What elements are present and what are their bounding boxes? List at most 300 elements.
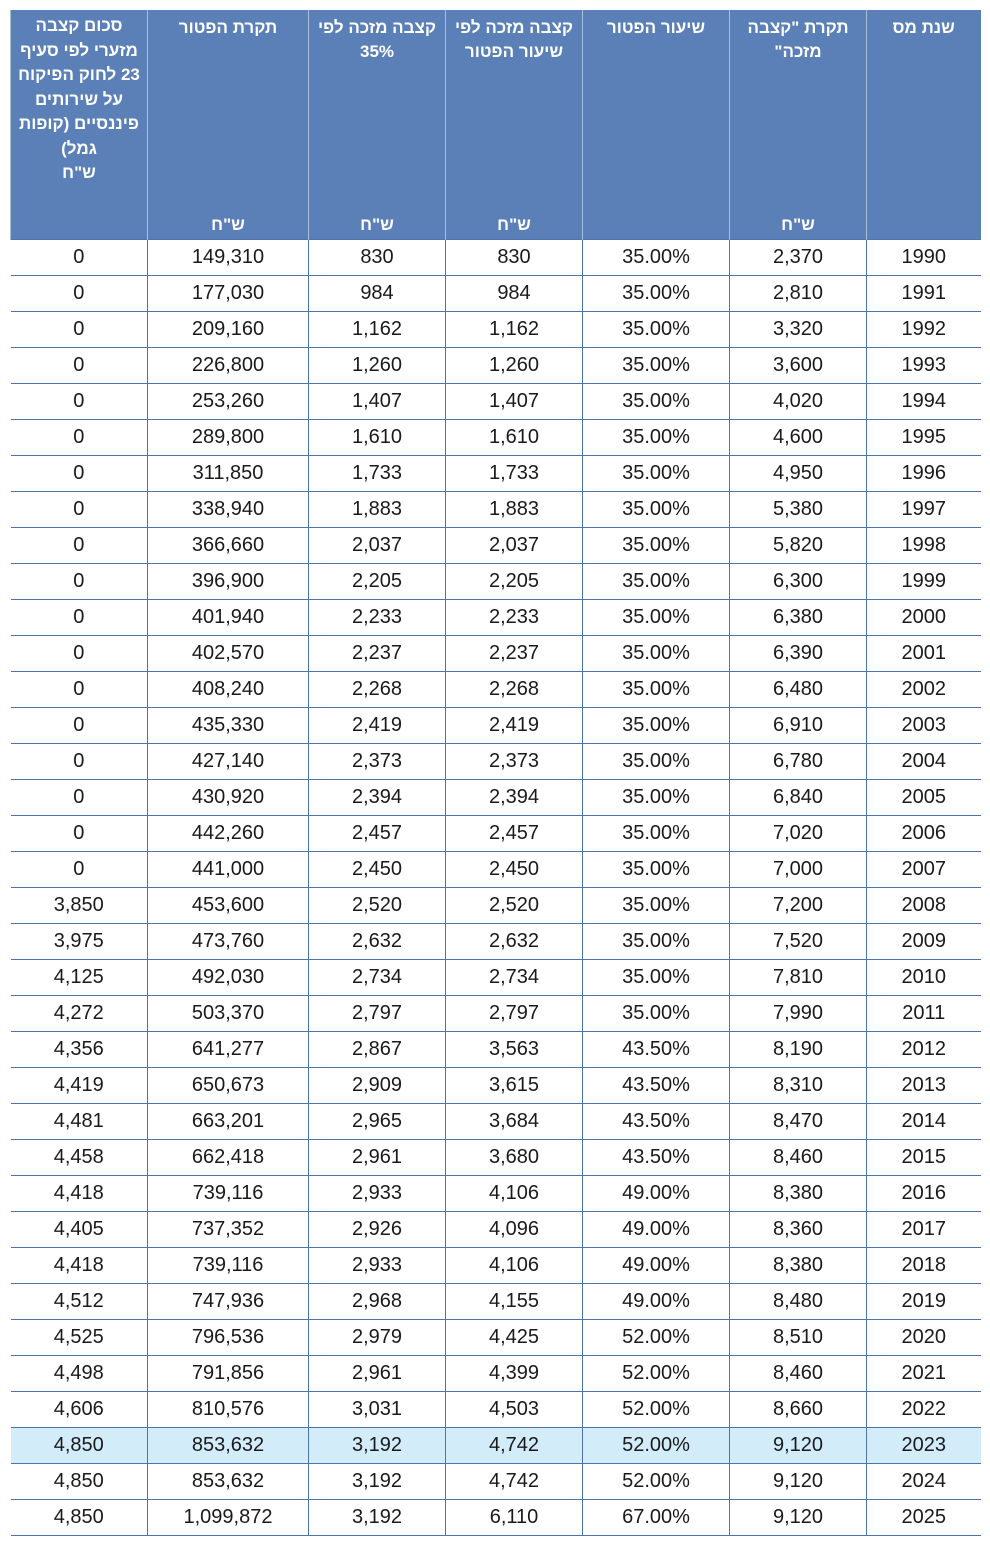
ceiling-cell: 3,600 xyxy=(730,348,867,384)
pension-35-cell: 2,734 xyxy=(309,960,446,996)
pension-by-rate-cell: 1,610 xyxy=(446,420,583,456)
min-pension-cell: 0 xyxy=(11,816,148,852)
ceiling-cell: 6,390 xyxy=(730,636,867,672)
ceiling-cell: 7,200 xyxy=(730,888,867,924)
min-pension-cell: 0 xyxy=(11,384,148,420)
exemption-cap-cell: 641,277 xyxy=(148,1032,309,1068)
pension-35-cell: 2,909 xyxy=(309,1068,446,1104)
year-cell: 1995 xyxy=(867,420,981,456)
header-ceiling-unit: ש"ח xyxy=(781,215,815,234)
rate-cell: 52.00% xyxy=(583,1392,730,1428)
pension-by-rate-cell: 1,733 xyxy=(446,456,583,492)
ceiling-cell: 7,020 xyxy=(730,816,867,852)
rate-cell: 35.00% xyxy=(583,492,730,528)
ceiling-cell: 8,660 xyxy=(730,1392,867,1428)
ceiling-cell: 2,370 xyxy=(730,240,867,276)
table-row xyxy=(11,1176,981,1212)
pension-35-cell: 3,031 xyxy=(309,1392,446,1428)
year-cell: 2006 xyxy=(867,816,981,852)
min-pension-cell: 4,405 xyxy=(11,1212,148,1248)
rate-cell: 49.00% xyxy=(583,1248,730,1284)
header-ceiling-label: תקרת "קצבה מזכה" xyxy=(747,18,849,61)
year-cell: 1994 xyxy=(867,384,981,420)
ceiling-cell: 8,380 xyxy=(730,1176,867,1212)
ceiling-cell: 7,000 xyxy=(730,852,867,888)
ceiling-cell: 3,320 xyxy=(730,312,867,348)
table-row xyxy=(11,636,981,672)
rate-cell: 35.00% xyxy=(583,744,730,780)
header-pension-by-rate xyxy=(446,10,583,240)
ceiling-cell: 8,470 xyxy=(730,1104,867,1140)
table-row xyxy=(11,852,981,888)
min-pension-cell: 4,125 xyxy=(11,960,148,996)
pension-35-cell: 1,162 xyxy=(309,312,446,348)
rate-cell: 35.00% xyxy=(583,636,730,672)
table-row xyxy=(11,1428,981,1464)
pension-35-cell: 2,797 xyxy=(309,996,446,1032)
pension-35-cell: 3,192 xyxy=(309,1428,446,1464)
min-pension-cell: 0 xyxy=(11,276,148,312)
exemption-cap-cell: 739,116 xyxy=(148,1176,309,1212)
table-row xyxy=(11,816,981,852)
pension-by-rate-cell: 1,407 xyxy=(446,384,583,420)
ceiling-cell: 6,380 xyxy=(730,600,867,636)
rate-cell: 52.00% xyxy=(583,1356,730,1392)
min-pension-cell: 0 xyxy=(11,564,148,600)
exemption-cap-cell: 408,240 xyxy=(148,672,309,708)
rate-cell: 52.00% xyxy=(583,1320,730,1356)
ceiling-cell: 8,460 xyxy=(730,1356,867,1392)
min-pension-cell: 0 xyxy=(11,636,148,672)
rate-cell: 35.00% xyxy=(583,816,730,852)
min-pension-cell: 4,481 xyxy=(11,1104,148,1140)
min-pension-cell: 4,525 xyxy=(11,1320,148,1356)
pension-35-cell: 2,961 xyxy=(309,1356,446,1392)
exemption-cap-cell: 289,800 xyxy=(148,420,309,456)
pension-exemption-table xyxy=(10,10,981,1536)
pension-by-rate-cell: 2,734 xyxy=(446,960,583,996)
rate-cell: 49.00% xyxy=(583,1284,730,1320)
rate-cell: 43.50% xyxy=(583,1032,730,1068)
header-pension-35-label: קצבה מזכה לפי 35% xyxy=(318,18,436,61)
year-cell: 1997 xyxy=(867,492,981,528)
rate-cell: 35.00% xyxy=(583,852,730,888)
ceiling-cell: 5,380 xyxy=(730,492,867,528)
exemption-cap-cell: 401,940 xyxy=(148,600,309,636)
ceiling-cell: 6,480 xyxy=(730,672,867,708)
rate-cell: 43.50% xyxy=(583,1140,730,1176)
exemption-cap-cell: 177,030 xyxy=(148,276,309,312)
ceiling-cell: 7,810 xyxy=(730,960,867,996)
rate-cell: 35.00% xyxy=(583,312,730,348)
table-row xyxy=(11,672,981,708)
table-row xyxy=(11,312,981,348)
table-row xyxy=(11,1032,981,1068)
exemption-cap-cell: 435,330 xyxy=(148,708,309,744)
ceiling-cell: 6,300 xyxy=(730,564,867,600)
pension-by-rate-cell: 2,520 xyxy=(446,888,583,924)
pension-by-rate-cell: 3,563 xyxy=(446,1032,583,1068)
year-cell: 2025 xyxy=(867,1500,981,1536)
exemption-cap-cell: 253,260 xyxy=(148,384,309,420)
year-cell: 2008 xyxy=(867,888,981,924)
header-row xyxy=(11,10,981,240)
exemption-cap-cell: 311,850 xyxy=(148,456,309,492)
rate-cell: 43.50% xyxy=(583,1068,730,1104)
year-cell: 2000 xyxy=(867,600,981,636)
rate-cell: 35.00% xyxy=(583,420,730,456)
rate-cell: 52.00% xyxy=(583,1428,730,1464)
pension-by-rate-cell: 3,615 xyxy=(446,1068,583,1104)
pension-by-rate-cell: 3,684 xyxy=(446,1104,583,1140)
header-min-pension-label: סכום קצבה מזערי לפי סעיף 23 לחוק הפיקוח על שירותים פיננסיים (קופות גמל) xyxy=(18,16,140,158)
year-cell: 2013 xyxy=(867,1068,981,1104)
year-cell: 1996 xyxy=(867,456,981,492)
year-cell: 2018 xyxy=(867,1248,981,1284)
rate-cell: 43.50% xyxy=(583,1104,730,1140)
table-row xyxy=(11,384,981,420)
year-cell: 2020 xyxy=(867,1320,981,1356)
table-row xyxy=(11,1248,981,1284)
table-row xyxy=(11,1320,981,1356)
ceiling-cell: 2,810 xyxy=(730,276,867,312)
year-cell: 2015 xyxy=(867,1140,981,1176)
pension-by-rate-cell: 1,260 xyxy=(446,348,583,384)
pension-by-rate-cell: 2,457 xyxy=(446,816,583,852)
table-row xyxy=(11,1464,981,1500)
header-min-pension xyxy=(11,10,148,240)
year-cell: 2005 xyxy=(867,780,981,816)
pension-35-cell: 2,419 xyxy=(309,708,446,744)
pension-35-cell: 2,933 xyxy=(309,1248,446,1284)
ceiling-cell: 8,190 xyxy=(730,1032,867,1068)
pension-by-rate-cell: 4,742 xyxy=(446,1428,583,1464)
min-pension-cell: 4,272 xyxy=(11,996,148,1032)
exemption-cap-cell: 226,800 xyxy=(148,348,309,384)
header-exemption-cap-label: תקרת הפטור xyxy=(178,18,278,37)
exemption-cap-cell: 209,160 xyxy=(148,312,309,348)
ceiling-cell: 9,120 xyxy=(730,1428,867,1464)
year-cell: 2017 xyxy=(867,1212,981,1248)
min-pension-cell: 0 xyxy=(11,456,148,492)
min-pension-cell: 3,850 xyxy=(11,888,148,924)
min-pension-cell: 4,498 xyxy=(11,1356,148,1392)
pension-by-rate-cell: 1,162 xyxy=(446,312,583,348)
year-cell: 2003 xyxy=(867,708,981,744)
pension-35-cell: 2,933 xyxy=(309,1176,446,1212)
pension-by-rate-cell: 2,037 xyxy=(446,528,583,564)
min-pension-cell: 0 xyxy=(11,348,148,384)
header-ceiling xyxy=(730,10,867,240)
ceiling-cell: 6,780 xyxy=(730,744,867,780)
min-pension-cell: 0 xyxy=(11,312,148,348)
min-pension-cell: 4,850 xyxy=(11,1464,148,1500)
exemption-cap-cell: 739,116 xyxy=(148,1248,309,1284)
year-cell: 2009 xyxy=(867,924,981,960)
header-pension-35-unit: ש"ח xyxy=(360,215,394,234)
pension-35-cell: 1,883 xyxy=(309,492,446,528)
year-cell: 2021 xyxy=(867,1356,981,1392)
table-row xyxy=(11,456,981,492)
exemption-cap-cell: 366,660 xyxy=(148,528,309,564)
pension-35-cell: 2,233 xyxy=(309,600,446,636)
pension-by-rate-cell: 4,503 xyxy=(446,1392,583,1428)
header-tax-year xyxy=(867,10,981,240)
table-row xyxy=(11,1392,981,1428)
exemption-cap-cell: 338,940 xyxy=(148,492,309,528)
pension-35-cell: 2,926 xyxy=(309,1212,446,1248)
year-cell: 2002 xyxy=(867,672,981,708)
pension-by-rate-cell: 4,399 xyxy=(446,1356,583,1392)
min-pension-cell: 4,419 xyxy=(11,1068,148,1104)
ceiling-cell: 8,360 xyxy=(730,1212,867,1248)
pension-35-cell: 2,979 xyxy=(309,1320,446,1356)
year-cell: 2014 xyxy=(867,1104,981,1140)
pension-35-cell: 1,610 xyxy=(309,420,446,456)
year-cell: 2016 xyxy=(867,1176,981,1212)
rate-cell: 35.00% xyxy=(583,924,730,960)
table-row xyxy=(11,1104,981,1140)
exemption-cap-cell: 503,370 xyxy=(148,996,309,1032)
ceiling-cell: 6,840 xyxy=(730,780,867,816)
min-pension-cell: 4,606 xyxy=(11,1392,148,1428)
ceiling-cell: 9,120 xyxy=(730,1500,867,1536)
year-cell: 2011 xyxy=(867,996,981,1032)
pension-by-rate-cell: 2,419 xyxy=(446,708,583,744)
pension-by-rate-cell: 4,106 xyxy=(446,1248,583,1284)
min-pension-cell: 4,850 xyxy=(11,1500,148,1536)
table-row xyxy=(11,348,981,384)
rate-cell: 67.00% xyxy=(583,1500,730,1536)
pension-35-cell: 2,867 xyxy=(309,1032,446,1068)
rate-cell: 35.00% xyxy=(583,780,730,816)
min-pension-cell: 3,975 xyxy=(11,924,148,960)
year-cell: 2001 xyxy=(867,636,981,672)
pension-35-cell: 2,237 xyxy=(309,636,446,672)
ceiling-cell: 7,990 xyxy=(730,996,867,1032)
exemption-cap-cell: 791,856 xyxy=(148,1356,309,1392)
min-pension-cell: 0 xyxy=(11,708,148,744)
header-exemption-cap-unit: ש"ח xyxy=(211,215,245,234)
year-cell: 1992 xyxy=(867,312,981,348)
exemption-cap-cell: 810,576 xyxy=(148,1392,309,1428)
pension-by-rate-cell: 2,268 xyxy=(446,672,583,708)
year-cell: 2024 xyxy=(867,1464,981,1500)
pension-35-cell: 3,192 xyxy=(309,1500,446,1536)
pension-35-cell: 830 xyxy=(309,240,446,276)
min-pension-cell: 0 xyxy=(11,528,148,564)
pension-by-rate-cell: 830 xyxy=(446,240,583,276)
min-pension-cell: 4,512 xyxy=(11,1284,148,1320)
min-pension-cell: 4,418 xyxy=(11,1176,148,1212)
header-pension-by-rate-unit: ש"ח xyxy=(497,215,531,234)
year-cell: 2004 xyxy=(867,744,981,780)
rate-cell: 35.00% xyxy=(583,240,730,276)
pension-35-cell: 2,450 xyxy=(309,852,446,888)
exemption-table-container xyxy=(10,10,980,1536)
pension-by-rate-cell: 4,425 xyxy=(446,1320,583,1356)
rate-cell: 35.00% xyxy=(583,384,730,420)
table-row xyxy=(11,744,981,780)
min-pension-cell: 4,418 xyxy=(11,1248,148,1284)
rate-cell: 35.00% xyxy=(583,888,730,924)
pension-by-rate-cell: 4,155 xyxy=(446,1284,583,1320)
pension-35-cell: 2,961 xyxy=(309,1140,446,1176)
min-pension-cell: 0 xyxy=(11,240,148,276)
table-row xyxy=(11,1140,981,1176)
exemption-cap-cell: 663,201 xyxy=(148,1104,309,1140)
pension-35-cell: 2,373 xyxy=(309,744,446,780)
ceiling-cell: 7,520 xyxy=(730,924,867,960)
table-body xyxy=(11,240,981,1536)
rate-cell: 35.00% xyxy=(583,672,730,708)
rate-cell: 35.00% xyxy=(583,708,730,744)
exemption-cap-cell: 796,536 xyxy=(148,1320,309,1356)
pension-35-cell: 2,632 xyxy=(309,924,446,960)
min-pension-cell: 0 xyxy=(11,744,148,780)
year-cell: 2023 xyxy=(867,1428,981,1464)
pension-35-cell: 3,192 xyxy=(309,1464,446,1500)
min-pension-cell: 0 xyxy=(11,852,148,888)
exemption-cap-cell: 853,632 xyxy=(148,1428,309,1464)
ceiling-cell: 8,480 xyxy=(730,1284,867,1320)
year-cell: 1993 xyxy=(867,348,981,384)
year-cell: 1990 xyxy=(867,240,981,276)
pension-35-cell: 2,268 xyxy=(309,672,446,708)
pension-by-rate-cell: 2,237 xyxy=(446,636,583,672)
rate-cell: 35.00% xyxy=(583,996,730,1032)
table-row xyxy=(11,1068,981,1104)
exemption-cap-cell: 473,760 xyxy=(148,924,309,960)
header-pension-by-rate-label: קצבה מזכה לפי שיעור הפטור xyxy=(455,18,573,61)
pension-35-cell: 2,205 xyxy=(309,564,446,600)
table-row xyxy=(11,1212,981,1248)
header-exemption-rate-label: שיעור הפטור xyxy=(606,18,706,37)
pension-35-cell: 2,394 xyxy=(309,780,446,816)
pension-by-rate-cell: 3,680 xyxy=(446,1140,583,1176)
exemption-cap-cell: 441,000 xyxy=(148,852,309,888)
pension-35-cell: 2,520 xyxy=(309,888,446,924)
rate-cell: 35.00% xyxy=(583,564,730,600)
pension-by-rate-cell: 6,110 xyxy=(446,1500,583,1536)
exemption-cap-cell: 650,673 xyxy=(148,1068,309,1104)
min-pension-cell: 4,458 xyxy=(11,1140,148,1176)
rate-cell: 49.00% xyxy=(583,1212,730,1248)
min-pension-cell: 0 xyxy=(11,672,148,708)
ceiling-cell: 8,510 xyxy=(730,1320,867,1356)
rate-cell: 52.00% xyxy=(583,1464,730,1500)
exemption-cap-cell: 396,900 xyxy=(148,564,309,600)
table-row xyxy=(11,528,981,564)
pension-by-rate-cell: 984 xyxy=(446,276,583,312)
exemption-cap-cell: 427,140 xyxy=(148,744,309,780)
exemption-cap-cell: 737,352 xyxy=(148,1212,309,1248)
pension-35-cell: 2,037 xyxy=(309,528,446,564)
pension-by-rate-cell: 4,096 xyxy=(446,1212,583,1248)
year-cell: 1999 xyxy=(867,564,981,600)
year-cell: 2012 xyxy=(867,1032,981,1068)
year-cell: 1998 xyxy=(867,528,981,564)
header-min-pension-unit: ש"ח xyxy=(62,163,96,182)
ceiling-cell: 6,910 xyxy=(730,708,867,744)
year-cell: 2022 xyxy=(867,1392,981,1428)
ceiling-cell: 8,380 xyxy=(730,1248,867,1284)
exemption-cap-cell: 747,936 xyxy=(148,1284,309,1320)
ceiling-cell: 5,820 xyxy=(730,528,867,564)
table-row xyxy=(11,780,981,816)
exemption-cap-cell: 1,099,872 xyxy=(148,1500,309,1536)
pension-by-rate-cell: 2,373 xyxy=(446,744,583,780)
pension-35-cell: 2,457 xyxy=(309,816,446,852)
pension-by-rate-cell: 4,106 xyxy=(446,1176,583,1212)
exemption-cap-cell: 402,570 xyxy=(148,636,309,672)
pension-35-cell: 2,968 xyxy=(309,1284,446,1320)
exemption-cap-cell: 662,418 xyxy=(148,1140,309,1176)
table-row xyxy=(11,240,981,276)
table-header xyxy=(11,10,981,240)
rate-cell: 35.00% xyxy=(583,456,730,492)
min-pension-cell: 4,850 xyxy=(11,1428,148,1464)
rate-cell: 49.00% xyxy=(583,1176,730,1212)
pension-by-rate-cell: 2,394 xyxy=(446,780,583,816)
table-row xyxy=(11,996,981,1032)
table-row xyxy=(11,1284,981,1320)
rate-cell: 35.00% xyxy=(583,600,730,636)
pension-35-cell: 2,965 xyxy=(309,1104,446,1140)
pension-by-rate-cell: 2,632 xyxy=(446,924,583,960)
pension-by-rate-cell: 2,233 xyxy=(446,600,583,636)
pension-by-rate-cell: 1,883 xyxy=(446,492,583,528)
ceiling-cell: 4,600 xyxy=(730,420,867,456)
table-row xyxy=(11,888,981,924)
exemption-cap-cell: 442,260 xyxy=(148,816,309,852)
table-row xyxy=(11,960,981,996)
year-cell: 1991 xyxy=(867,276,981,312)
ceiling-cell: 8,310 xyxy=(730,1068,867,1104)
year-cell: 2019 xyxy=(867,1284,981,1320)
table-row xyxy=(11,600,981,636)
year-cell: 2010 xyxy=(867,960,981,996)
ceiling-cell: 8,460 xyxy=(730,1140,867,1176)
rate-cell: 35.00% xyxy=(583,348,730,384)
min-pension-cell: 0 xyxy=(11,780,148,816)
ceiling-cell: 9,120 xyxy=(730,1464,867,1500)
rate-cell: 35.00% xyxy=(583,528,730,564)
pension-by-rate-cell: 2,205 xyxy=(446,564,583,600)
table-row xyxy=(11,924,981,960)
exemption-cap-cell: 453,600 xyxy=(148,888,309,924)
pension-by-rate-cell: 2,450 xyxy=(446,852,583,888)
exemption-cap-cell: 430,920 xyxy=(148,780,309,816)
exemption-cap-cell: 492,030 xyxy=(148,960,309,996)
min-pension-cell: 4,356 xyxy=(11,1032,148,1068)
min-pension-cell: 0 xyxy=(11,492,148,528)
pension-35-cell: 984 xyxy=(309,276,446,312)
ceiling-cell: 4,950 xyxy=(730,456,867,492)
header-pension-35 xyxy=(309,10,446,240)
pension-35-cell: 1,260 xyxy=(309,348,446,384)
header-tax-year-label: שנת מס xyxy=(892,18,955,37)
table-row xyxy=(11,492,981,528)
table-row xyxy=(11,564,981,600)
pension-by-rate-cell: 4,742 xyxy=(446,1464,583,1500)
header-exemption-cap xyxy=(148,10,309,240)
min-pension-cell: 0 xyxy=(11,420,148,456)
exemption-cap-cell: 149,310 xyxy=(148,240,309,276)
rate-cell: 35.00% xyxy=(583,960,730,996)
rate-cell: 35.00% xyxy=(583,276,730,312)
table-row xyxy=(11,276,981,312)
